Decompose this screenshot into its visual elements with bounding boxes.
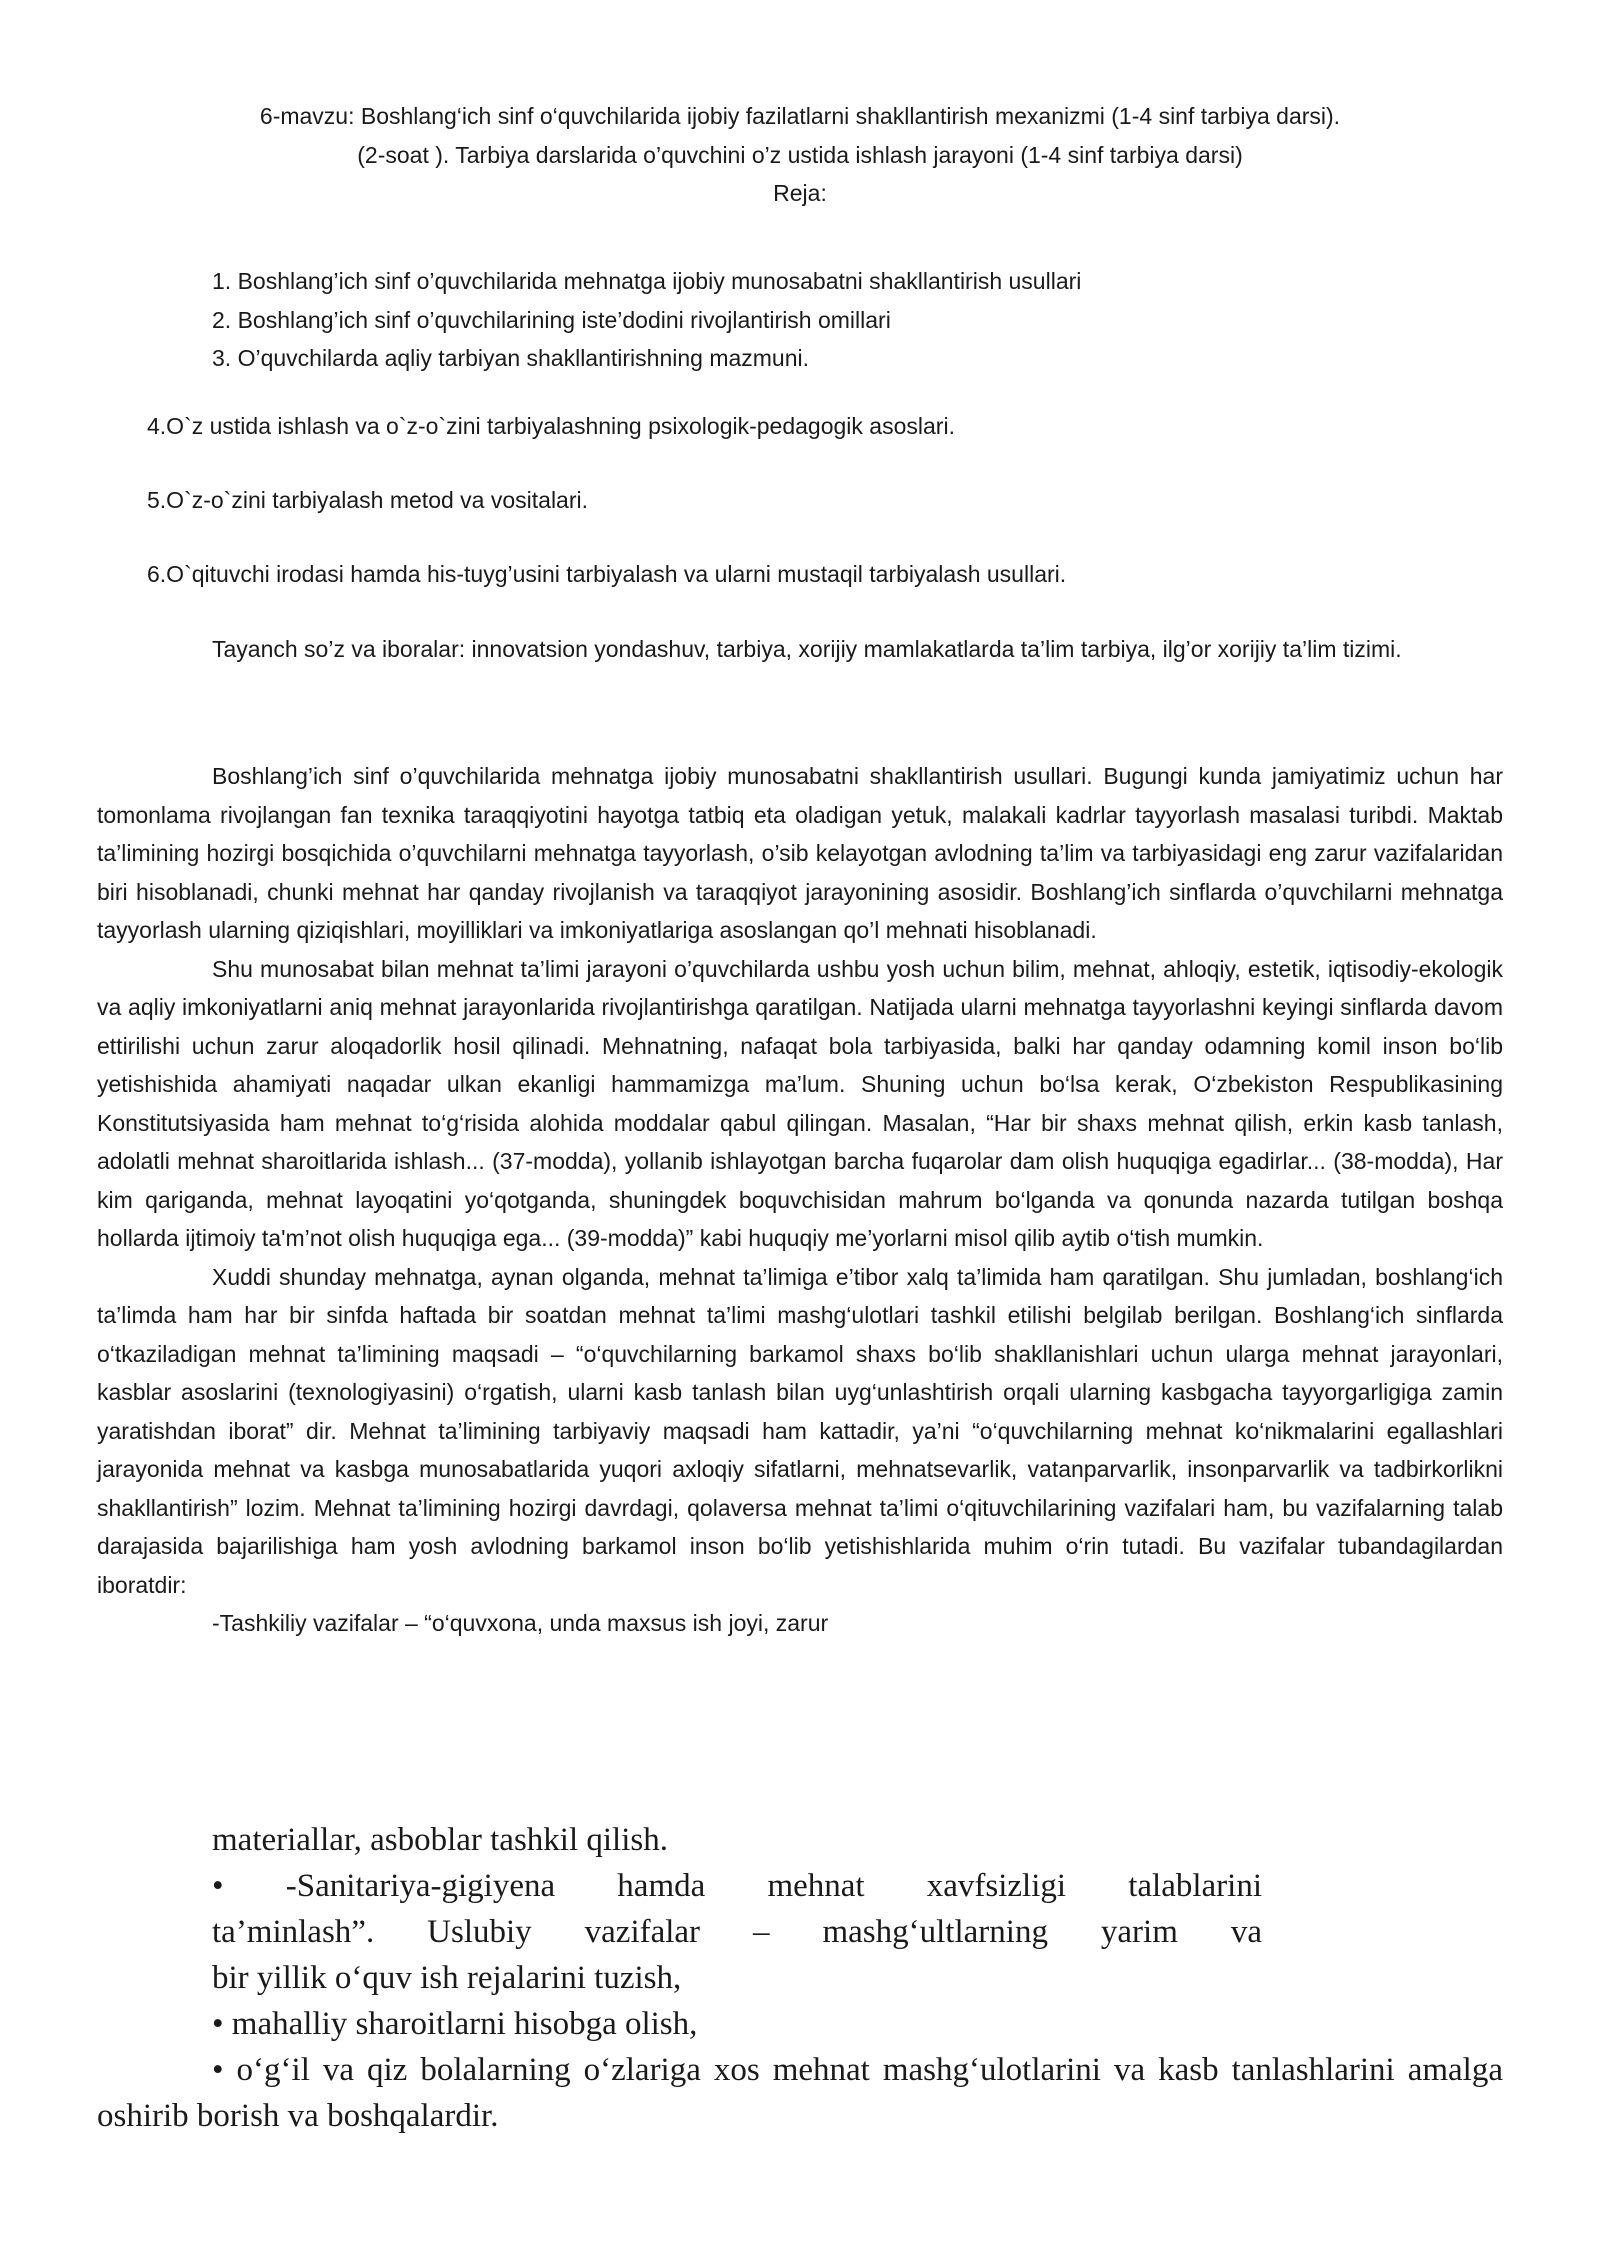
paragraph: Shu munosabat bilan mehnat ta’limi jarayoni o’quvchilarda ushbu yosh uchun bilim, mehnat, ahloqiy, estetik, iqtisodiy-ekologik va aqliy imkoniyatlarni aniq mehnat jarayonlarida rivojlantirishga qaratilgan. Natijada ularni mehnatga tayyorlashni keyingi sinflarda davom ettirilishi uchun zarur aloqadorlik hosil qilinadi. Mehnatning, nafaqat bola tarbiyasida, balki har qanday odamning komil inson bo‘lib yetishishida ahamiyati naqadar ulkan ekanligi hammamizga ma’lum. Shuning uchun bo‘lsa kerak, O‘zbekiston Respublikasining Konstitutsiyasida ham mehnat to‘g‘risida alohida moddalar qabul qilingan. Masalan, “Har bir shaxs mehnat qilish, erkin kasb tanlash, adolatli mehnat sharoitlarida ishlash... (37-modda), yollanib ishlayotgan barcha fuqarolar dam olish huquqiga egadirlar... (38-modda), Har kim qariganda, mehnat layoqatini yo‘qotganda, shuningdek boquvchisidan mahrum bo‘lganda va qonunda nazarda tutilgan boshqa hollarda ijtimoiy ta'm’not olish huquqiga ega... (39-modda)” kabi huquqiy me’yorlarni misol qilib aytib o‘tish mumkin. — [97, 955, 1503, 1251]
task-line: -Tashkiliy vazifalar – “o‘quvxona, unda maxsus ish joyi, zarur — [212, 1610, 829, 1636]
plan-item: 1. Boshlang’ich sinf o’quvchilarida mehnatga ijobiy munosabatni shakllantirish usullari — [212, 268, 1082, 294]
paragraph: Boshlang’ich sinf o’quvchilarida mehnatga ijobiy munosabatni shakllantirish usullari. Bugungi kunda jamiyatimiz uchun har tomonlama rivojlangan fan texnika taraqqiyotini hayotga tatbiq eta oladigan yetuk, malakali kadrlar tayyorlash masalasi turibdi. Maktab ta’limining hozirgi bosqichida o’quvchilarni mehnatga tayyorlash, o’sib kelayotgan avlodning ta’lim va tarbiyasidagi eng zarur vazifalaridan biri hisoblanadi, chunki mehnat har qanday rivojlanish va taraqqiyot jarayonining asosidir. Boshlang’ich sinflarda o’quvchilarni mehnatga tayyorlash ularning qiziqishlari, moyilliklari va imkoniyatlariga asoslangan qo’l mehnati hisoblanadi. — [97, 763, 1503, 943]
plan-item-5: 5.O`z-o`zini tarbiyalash metod va vositalari. — [147, 487, 588, 513]
bullet-item: • -Sanitariya-gigiyena hamda mehnat xavfsizligi talablarini — [212, 1868, 1262, 1904]
bullet-item: • o‘g‘il va qiz bolalarning o‘zlariga xos mehnat mashg‘ulotlarini va kasb tanlashlarini amalga oshirib borish va boshqalardir. — [97, 2052, 1503, 2134]
plan-heading: Reja: — [773, 180, 827, 206]
topic-subtitle: (2-soat ). Tarbiya darslarida o’quvchini o’z ustida ishlash jarayoni (1-4 sinf tarbiya darsi) — [357, 141, 1243, 168]
plan-item: 3. O’quvchilarda aqliy tarbiyan shakllantirishning mazmuni. — [212, 345, 810, 371]
keywords-text: Tayanch so’z va iboralar: innovatsion yondashuv, tarbiya, xorijiy mamlakatlarda ta’lim tarbiya, ilg’or xorijiy ta’lim tizimi. — [212, 636, 1402, 662]
topic-header — [100, 97, 1500, 213]
task-list — [97, 1817, 1503, 2139]
keywords-paragraph — [97, 630, 1503, 669]
main-text — [97, 757, 1503, 1643]
plan-list — [212, 262, 1512, 378]
task-line-serif: ta’minlash”. Uslubiy vazifalar – mashg‘ultlarning yarim va — [212, 1914, 1262, 1950]
paragraph: Xuddi shunday mehnatga, aynan olganda, mehnat ta’limiga e’tibor xalq ta’limida ham qaratilgan. Shu jumladan, boshlang‘ich ta’limda ham har bir sinfda haftada bir soatdan mehnat ta’limi mashg‘ulotlari tashkil etilishi belgilab berilgan. Boshlang‘ich sinflarda o‘tkaziladigan mehnat ta’limining maqsadi – “o‘quvchilarning barkamol shaxs bo‘lib shakllanishlari uchun ularga mehnat jarayonlari, kasblar asoslarini (texnologiyasini) o‘rgatish, ularni kasb tanlash bilan uyg‘unlashtirish orqali ularning kasbgacha tayyorgarligiga zamin yaratishdan iborat” dir. Mehnat ta’limining tarbiyaviy maqsadi ham kattadir, ya’ni “o‘quvchilarning mehnat ko‘nikmalarini egallashlari jarayonida mehnat va kasbga munosabatlarida yuqori axloqiy sifatlarni, mehnatsevarlik, vatanparvarlik, insonparvarlik va tadbirkorlikni shakllantirish” lozim. Mehnat ta’limining hozirgi davrdagi, qolaversa mehnat ta’limi o‘qituvchilarining vazifalari ham, bu vazifalarning talab darajasida bajarilishiga ham yosh avlodning barkamol inson bo‘lib yetishishlarida muhim o‘rin tutadi. Bu vazifalar tubandagilardan iboratdir: — [97, 1263, 1503, 1598]
task-line-serif: materiallar, asboblar tashkil qilish. — [212, 1822, 668, 1858]
task-line-serif: bir yillik o‘quv ish rejalarini tuzish, — [212, 1960, 682, 1996]
plan-item-6: 6.O`qituvchi irodasi hamda his-tuyg’usini tarbiyalash va ularni mustaqil tarbiyalash usullari. — [147, 561, 1067, 587]
plan-item: 2. Boshlang’ich sinf o’quvchilarining iste’dodini rivojlantirish omillari — [212, 306, 891, 333]
plan-item-4: 4.O`z ustida ishlash va o`z-o`zini tarbiyalashning psixologik-pedagogik asoslari. — [147, 413, 955, 439]
bullet-item: • mahalliy sharoitlarni hisobga olish, — [212, 2006, 698, 2042]
topic-title: 6-mavzu: Boshlang‘ich sinf o‘quvchilarida ijobiy fazilatlarni shakllantirish mexanizmi (1-4 sinf tarbiya darsi). — [259, 103, 1341, 129]
